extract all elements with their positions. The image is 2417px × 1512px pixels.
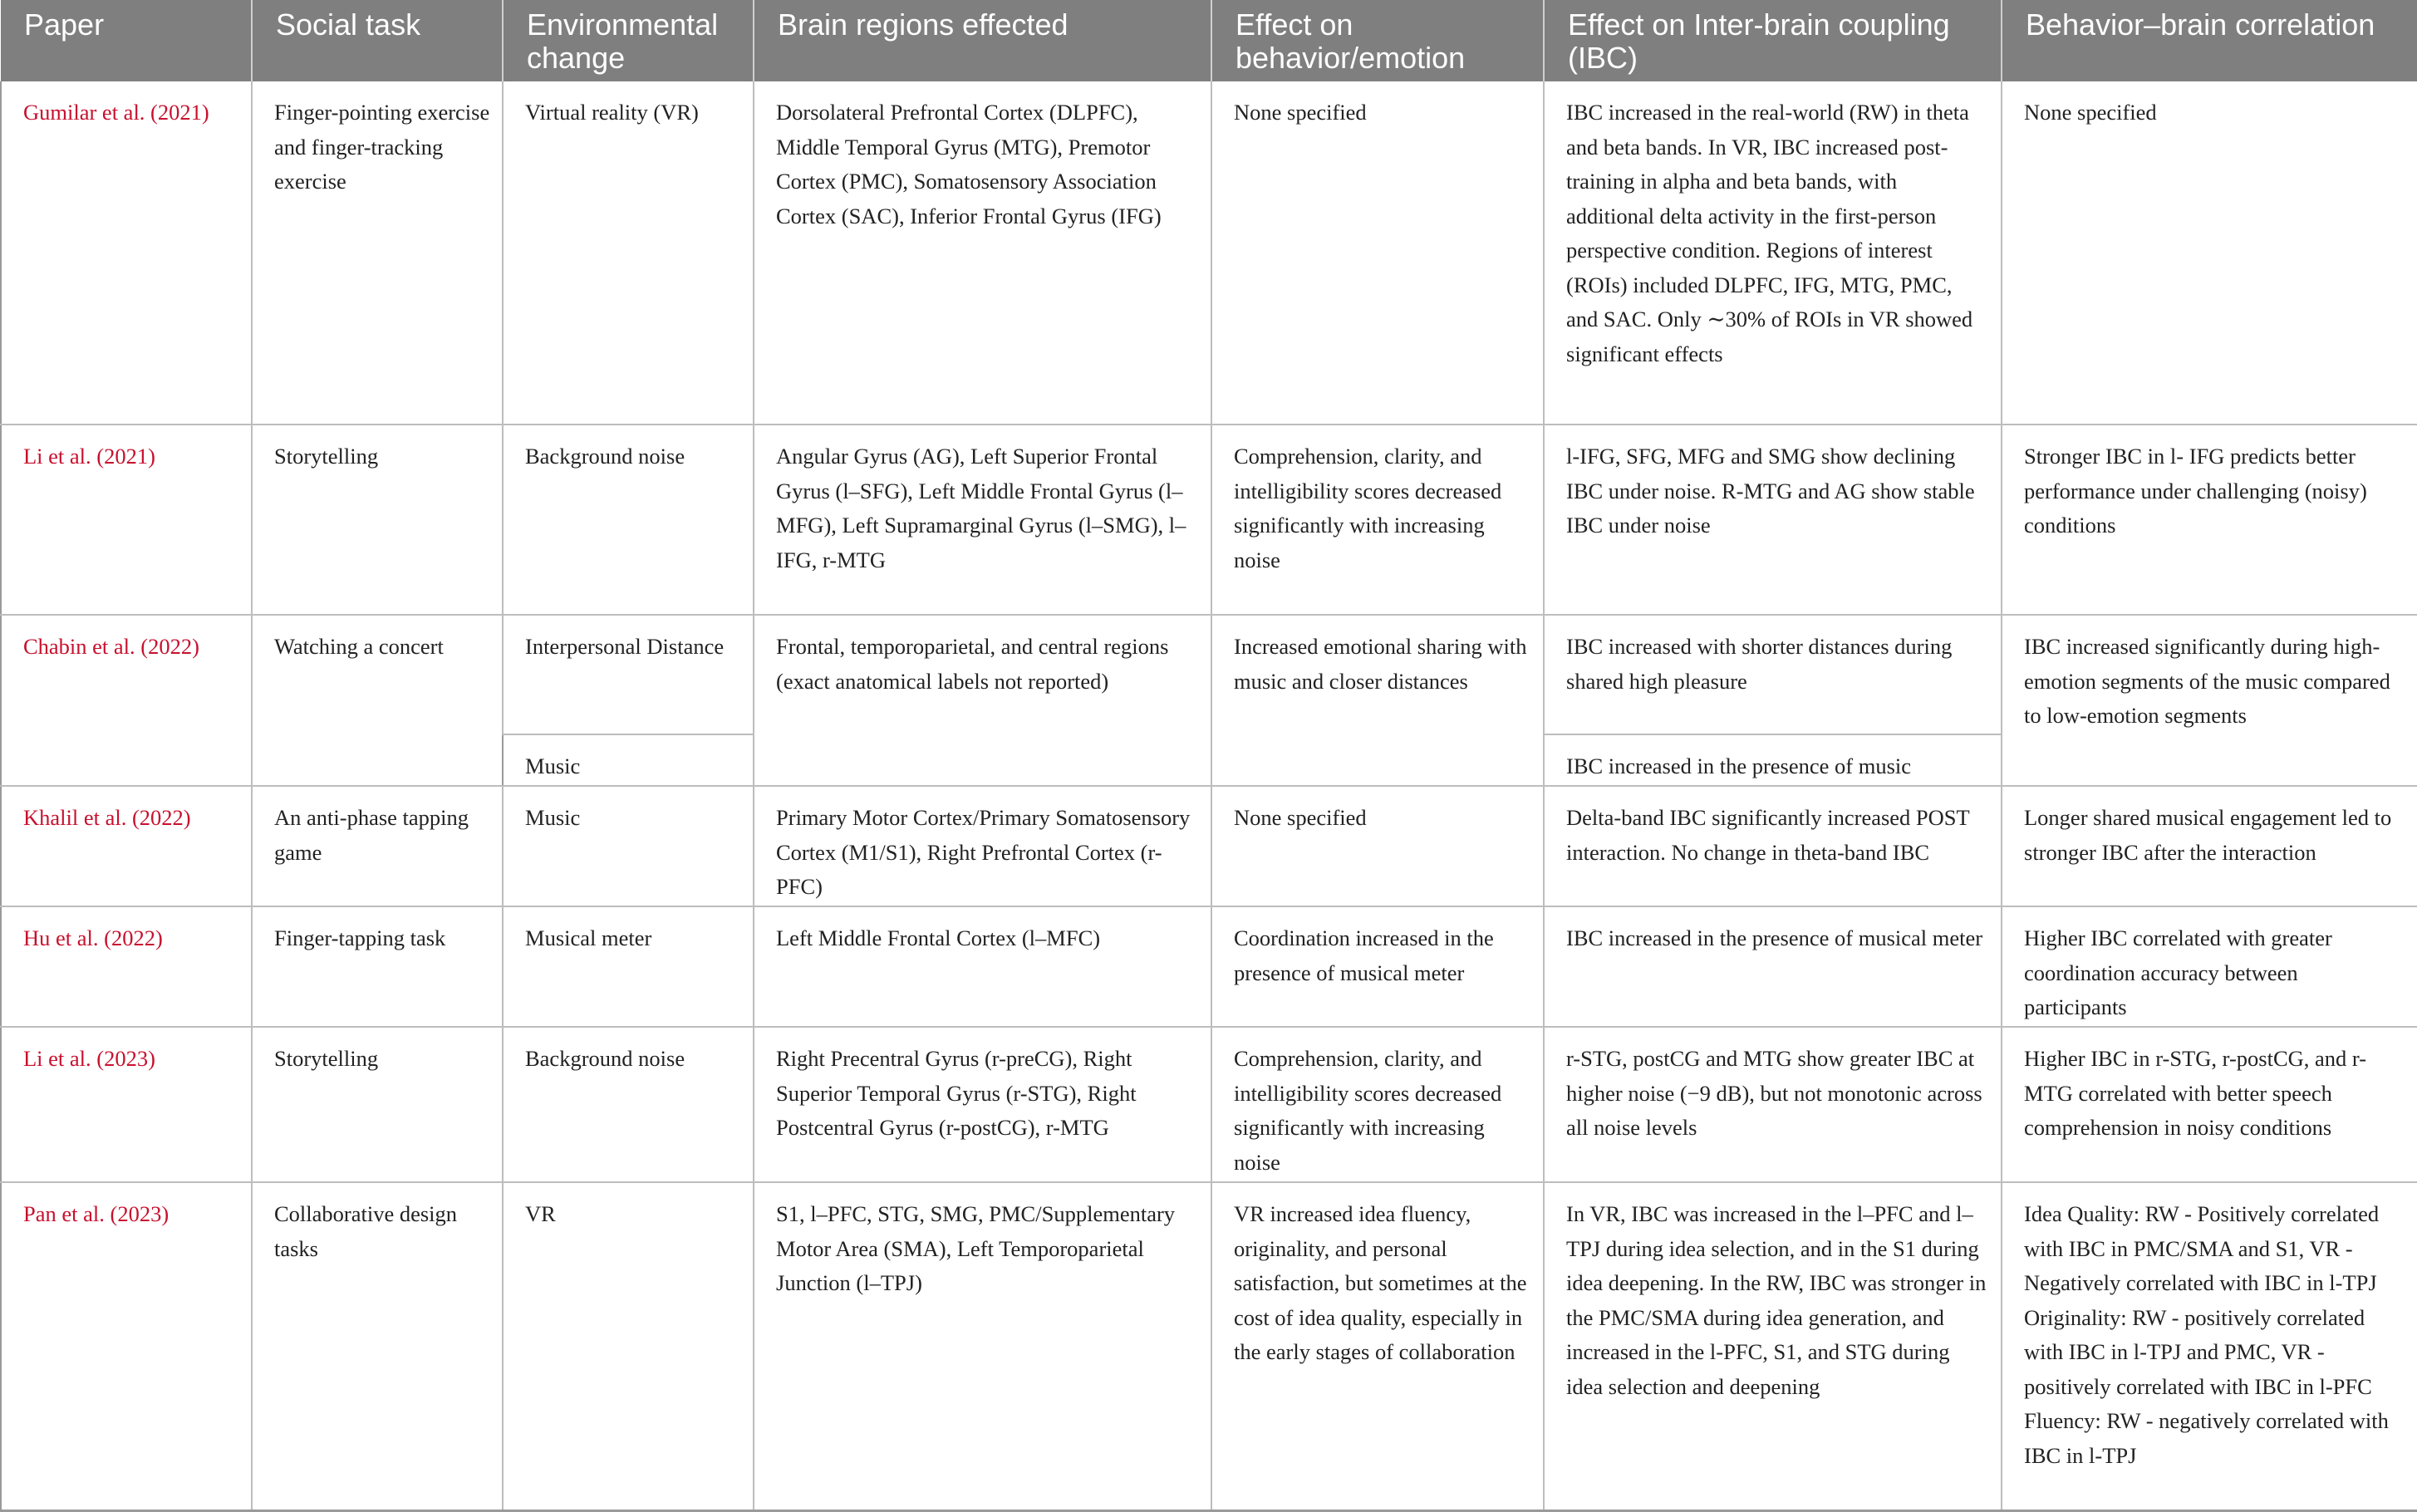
- paper-link[interactable]: Li et al. (2023): [23, 1046, 155, 1071]
- cell-task: Collaborative design tasks: [252, 1182, 503, 1510]
- cell-regions: Frontal, temporoparietal, and central regions (exact anatomical labels not reported): [754, 615, 1211, 786]
- paper-link[interactable]: Gumilar et al. (2021): [23, 100, 209, 125]
- cell-paper: [1, 425, 252, 615]
- cell-task: Storytelling: [252, 1027, 503, 1182]
- cell-behavior: Increased emotional sharing with music and closer distances: [1211, 615, 1544, 786]
- cell-env: Music: [503, 734, 754, 786]
- cell-regions: Right Precentral Gyrus (r-preCG), Right Superior Temporal Gyrus (r-STG), Right Postcentral Gyrus (r-postCG), r-MTG: [754, 1027, 1211, 1182]
- cell-ibc: IBC increased in the real-world (RW) in theta and beta bands. In VR, IBC increased post-training in alpha and beta bands, with additional delta activity in the first-person perspective condition. Regions of interest (ROIs) included DLPFC, IFG, MTG, PMC, and SAC. Only ∼30% of ROIs in VR showed significant effects: [1544, 81, 2002, 425]
- cell-env: Virtual reality (VR): [503, 81, 754, 425]
- cell-regions: Dorsolateral Prefrontal Cortex (DLPFC), Middle Temporal Gyrus (MTG), Premotor Cortex (PMC), Somatosensory Association Cortex (SAC), Inferior Frontal Gyrus (IFG): [754, 81, 1211, 425]
- cell-regions: Primary Motor Cortex/Primary Somatosensory Cortex (M1/S1), Right Prefrontal Cortex (r-PFC): [754, 786, 1211, 906]
- header-effect-behavior: Effect on behavior/emotion: [1211, 0, 1544, 81]
- cell-env: Interpersonal Distance: [503, 615, 754, 734]
- cell-regions: S1, l–PFC, STG, SMG, PMC/Supplementary Motor Area (SMA), Left Temporoparietal Junction (l–TPJ): [754, 1182, 1211, 1510]
- cell-behavior: None specified: [1211, 786, 1544, 906]
- cell-ibc: IBC increased with shorter distances during shared high pleasure: [1544, 615, 2002, 734]
- cell-ibc: Delta-band IBC significantly increased POST interaction. No change in theta-band IBC: [1544, 786, 2002, 906]
- cell-correlation: Higher IBC correlated with greater coordination accuracy between participants: [2002, 906, 2417, 1027]
- cell-env: VR: [503, 1182, 754, 1510]
- paper-link[interactable]: Pan et al. (2023): [23, 1201, 169, 1226]
- cell-task: Storytelling: [252, 425, 503, 615]
- cell-behavior: Comprehension, clarity, and intelligibility scores decreased significantly with increasing noise: [1211, 1027, 1544, 1182]
- cell-behavior: Coordination increased in the presence of musical meter: [1211, 906, 1544, 1027]
- cell-correlation: Longer shared musical engagement led to stronger IBC after the interaction: [2002, 786, 2417, 906]
- cell-task: Watching a concert: [252, 615, 503, 786]
- cell-ibc: IBC increased in the presence of musical meter: [1544, 906, 2002, 1027]
- cell-behavior: None specified: [1211, 81, 1544, 425]
- cell-task: Finger-pointing exercise and finger-tracking exercise: [252, 81, 503, 425]
- cell-regions: Angular Gyrus (AG), Left Superior Frontal Gyrus (l–SFG), Left Middle Frontal Gyrus (l–MFG), Left Supramarginal Gyrus (l–SMG), l–IFG, r-MTG: [754, 425, 1211, 615]
- header-social-task: Social task: [252, 0, 503, 81]
- table-row: [1, 906, 2417, 1027]
- correlation-text: Idea Quality: RW - Positively correlated with IBC in PMC/SMA and S1, VR - Negatively correlated with IBC in l-TPJ Originality: RW - positively correlated with IBC in l-TPJ and PMC, VR - positively correlated with IBC in l-PFC: [2024, 1201, 2380, 1399]
- table-row: [1, 786, 2417, 906]
- cell-correlation: Stronger IBC in l- IFG predicts better performance under challenging (noisy) conditions: [2002, 425, 2417, 615]
- cell-paper: [1, 1182, 252, 1510]
- table-row: [1, 425, 2417, 615]
- table-row: [1, 1027, 2417, 1182]
- paper-link[interactable]: Hu et al. (2022): [23, 925, 163, 950]
- cell-paper: [1, 786, 252, 906]
- cell-env: Background noise: [503, 425, 754, 615]
- header-row: [1, 0, 2417, 81]
- cell-paper: [1, 615, 252, 786]
- header-environmental-change: Environmental change: [503, 0, 754, 81]
- cell-env: Musical meter: [503, 906, 754, 1027]
- cell-correlation: None specified: [2002, 81, 2417, 425]
- cell-ibc: IBC increased in the presence of music: [1544, 734, 2002, 786]
- cell-paper: [1, 81, 252, 425]
- table-row: [1, 81, 2417, 425]
- table-row: [1, 615, 2417, 734]
- cell-correlation: [2002, 1182, 2417, 1510]
- header-brain-regions: Brain regions effected: [754, 0, 1211, 81]
- cell-regions: Left Middle Frontal Cortex (l–MFC): [754, 906, 1211, 1027]
- header-effect-ibc: Effect on Inter-brain coupling (IBC): [1544, 0, 2002, 81]
- header-behavior-brain-correlation: Behavior–brain correlation: [2002, 0, 2417, 81]
- header-paper: Paper: [1, 0, 252, 81]
- cell-task: Finger-tapping task: [252, 906, 503, 1027]
- cell-correlation: IBC increased significantly during high-emotion segments of the music compared to low-emotion segments: [2002, 615, 2417, 786]
- cell-env: Music: [503, 786, 754, 906]
- cell-ibc: l-IFG, SFG, MFG and SMG show declining IBC under noise. R-MTG and AG show stable IBC under noise: [1544, 425, 2002, 615]
- cell-behavior: Comprehension, clarity, and intelligibility scores decreased significantly with increasing noise: [1211, 425, 1544, 615]
- cell-env: Background noise: [503, 1027, 754, 1182]
- paper-link[interactable]: Khalil et al. (2022): [23, 805, 191, 830]
- table-row: [1, 1182, 2417, 1510]
- paper-link[interactable]: Chabin et al. (2022): [23, 634, 199, 659]
- paper-link[interactable]: Li et al. (2021): [23, 444, 155, 469]
- cell-task: An anti-phase tapping game: [252, 786, 503, 906]
- cell-behavior: VR increased idea fluency, originality, and personal satisfaction, but sometimes at the cost of idea quality, especially in the early stages of collaboration: [1211, 1182, 1544, 1510]
- cell-correlation: Higher IBC in r-STG, r-postCG, and r-MTG correlated with better speech comprehension in noisy conditions: [2002, 1027, 2417, 1182]
- correlation-fluency-text: Fluency: RW - negatively correlated with IBC in l-TPJ: [2024, 1408, 2389, 1468]
- cell-paper: [1, 1027, 252, 1182]
- cell-ibc: In VR, IBC was increased in the l–PFC and l–TPJ during idea selection, and in the S1 during idea deepening. In the RW, IBC was stronger in the PMC/SMA during idea generation, and increased in the l-PFC, S1, and STG during idea selection and deepening: [1544, 1182, 2002, 1510]
- cell-paper: [1, 906, 252, 1027]
- cell-ibc: r-STG, postCG and MTG show greater IBC at higher noise (−9 dB), but not monotonic across all noise levels: [1544, 1027, 2002, 1182]
